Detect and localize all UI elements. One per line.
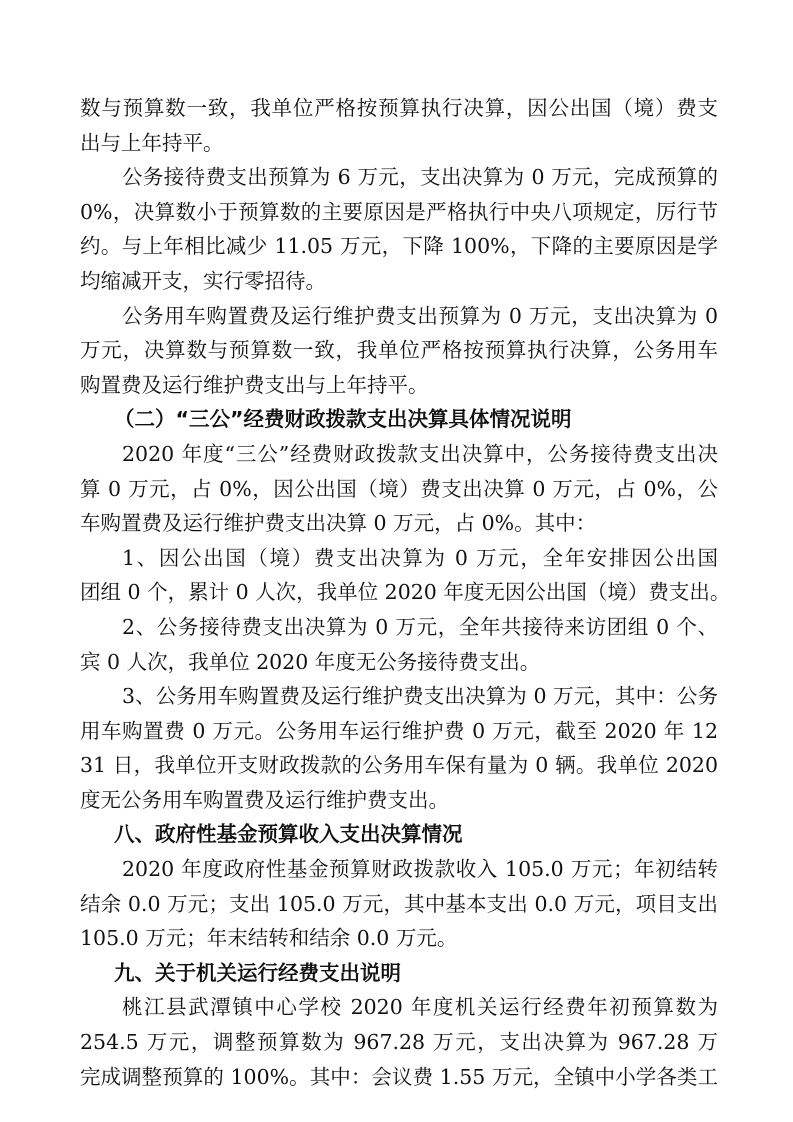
- text-line: 宾 0 人次，我单位 2020 年度无公务接待费支出。: [80, 649, 541, 674]
- paragraph: [80, 852, 718, 956]
- text-line: 结余 0.0 万元；支出 105.0 万元，其中基本支出 0.0 万元，项目支出: [80, 891, 718, 916]
- paragraph: [80, 610, 718, 679]
- text-line: 31 日，我单位开支财政拨款的公务用车保有量为 0 辆。我单位 2020: [80, 753, 718, 778]
- paragraph: [80, 541, 731, 610]
- text-line: 完成调整预算的 100%。其中：会议费 1.55 万元，全镇中小学各类工: [80, 1064, 718, 1089]
- paragraph: [80, 437, 718, 541]
- paragraph: [80, 679, 718, 817]
- text-line: 算 0 万元，占 0%，因公出国（境）费支出决算 0 万元，占 0%，公: [80, 476, 718, 501]
- text-line: 数与预算数一致，我单位严格按预算执行决算，因公出国（境）费支: [80, 96, 718, 120]
- text-line: 105.0 万元；年末结转和结余 0.0 万元。: [80, 926, 458, 951]
- heading-text: （二）“三公”经费财政拨款支出决算具体情况说明: [114, 407, 572, 432]
- section-heading: [80, 402, 718, 437]
- section-heading: [80, 956, 718, 991]
- text-line: 用车购置费 0 万元。公务用车运行维护费 0 万元，截至 2020 年 12: [80, 718, 718, 743]
- text-line: 约。与上年相比减少 11.05 万元，下降 100%，下降的主要原因是学: [80, 234, 718, 259]
- text-line: 团组 0 个，累计 0 人次，我单位 2020 年度无因公出国（境）费支出。: [80, 580, 731, 605]
- paragraph: [80, 160, 718, 298]
- paragraph: [80, 990, 718, 1094]
- text-line: 度无公务用车购置费及运行维护费支出。: [80, 787, 449, 812]
- paragraph: [80, 91, 718, 160]
- text-line: 万元，决算数与预算数一致，我单位严格按预算执行决算，公务用车: [80, 338, 718, 363]
- text-line: 0%，决算数小于预算数的主要原因是严格执行中央八项规定，厉行节: [80, 199, 718, 224]
- text-line: 出与上年持平。: [80, 130, 224, 155]
- text-line: 2、公务接待费支出决算为 0 万元，全年共接待来访团组 0 个、: [122, 614, 718, 639]
- text-line: 3、公务用车购置费及运行维护费支出决算为 0 万元，其中：公务: [122, 684, 718, 709]
- text-line: 公务接待费支出预算为 6 万元，支出决算为 0 万元，完成预算的: [122, 165, 718, 190]
- paragraph: [80, 299, 718, 403]
- section-heading: [80, 817, 718, 852]
- text-line: 公务用车购置费及运行维护费支出预算为 0 万元，支出决算为 0: [122, 303, 718, 328]
- text-line: 车购置费及运行维护费支出决算 0 万元，占 0%。其中：: [80, 511, 597, 536]
- text-line: 桃江县武潭镇中心学校 2020 年度机关运行经费年初预算数为: [122, 995, 718, 1020]
- text-line: 均缩减开支，实行零招待。: [80, 268, 326, 293]
- text-line: 购置费及运行维护费支出与上年持平。: [80, 372, 429, 397]
- text-line: 2020 年度“三公”经费财政拨款支出决算中，公务接待费支出决: [122, 441, 718, 466]
- text-line: 1、因公出国（境）费支出决算为 0 万元，全年安排因公出国: [122, 545, 718, 570]
- text-line: 254.5 万元，调整预算数为 967.28 万元，支出决算为 967.28 万: [80, 1030, 718, 1055]
- text-line: 2020 年度政府性基金预算财政拨款收入 105.0 万元；年初结转: [122, 857, 718, 882]
- document-page: [80, 91, 731, 1094]
- heading-text: 八、政府性基金预算收入支出决算情况: [114, 822, 463, 847]
- heading-text: 九、关于机关运行经费支出说明: [114, 960, 401, 985]
